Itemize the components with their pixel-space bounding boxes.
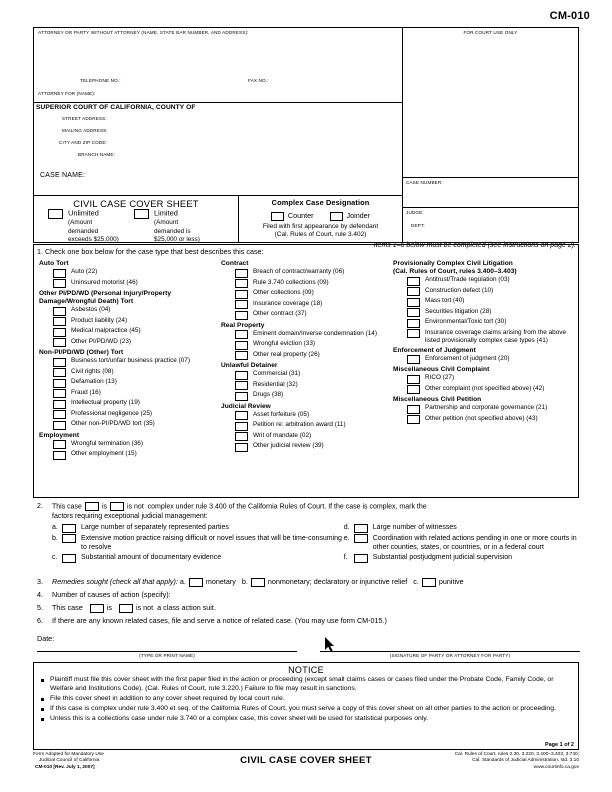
case-type-option[interactable] bbox=[393, 404, 575, 414]
case-type-label: Construction defect (10) bbox=[425, 286, 494, 294]
case-type-checkbox[interactable] bbox=[407, 287, 420, 296]
item3-number: 3. bbox=[37, 577, 43, 586]
case-type-checkbox[interactable] bbox=[235, 300, 248, 309]
case-type-label: Other contract (37) bbox=[253, 310, 307, 318]
case-type-label: Intellectual property (19) bbox=[71, 399, 140, 407]
joinder-label: Joinder bbox=[346, 211, 371, 220]
item3-b-text: nonmonetary; declaratory or injunctive relief bbox=[267, 577, 408, 586]
item5-is-checkbox[interactable] bbox=[90, 604, 104, 613]
item4-text: Number of causes of action (specify): bbox=[52, 590, 171, 599]
item3-row bbox=[37, 576, 582, 588]
case-type-group-heading: Judicial Review bbox=[221, 402, 271, 410]
footer-rules-line1: Cal. Rules of Court, rules 2.30, 3.220, 3.400–3.403, 3.740; bbox=[454, 752, 579, 757]
case-type-checkbox[interactable] bbox=[235, 422, 248, 431]
case-type-label: Insurance coverage (18) bbox=[253, 299, 323, 307]
case-type-checkbox[interactable] bbox=[53, 328, 66, 337]
judge-label: JUDGE: bbox=[406, 210, 424, 215]
case-type-option[interactable] bbox=[393, 308, 575, 318]
case-type-option[interactable] bbox=[393, 318, 575, 328]
footer-rules-line2: Cal. Standards of Judicial Administration, std. 3.10 bbox=[472, 758, 579, 764]
case-type-option[interactable] bbox=[221, 432, 393, 442]
case-type-checkbox[interactable] bbox=[53, 317, 66, 326]
complex-factor-option[interactable] bbox=[344, 534, 582, 553]
complex-factor-letter: c. bbox=[52, 554, 58, 562]
complex-factor-checkbox[interactable] bbox=[354, 534, 368, 543]
case-type-label: Environmental/Toxic tort (30) bbox=[425, 318, 507, 326]
page-count: Page 1 of 2 bbox=[544, 742, 574, 748]
item2-lead-c: factors requiring exceptional judicial management: bbox=[52, 512, 208, 520]
complex-factor-label: Coordination with related actions pending in one or more courts in other counties, states, or countries, or in a federal court bbox=[372, 534, 577, 552]
case-type-option[interactable] bbox=[221, 391, 393, 401]
case-type-option[interactable] bbox=[221, 330, 393, 340]
case-type-option[interactable] bbox=[39, 306, 221, 316]
item3-b-letter: b. bbox=[241, 577, 248, 586]
case-type-group-heading: Non-PI/PD/WD (Other) Tort bbox=[39, 349, 124, 357]
case-type-checkbox[interactable] bbox=[407, 385, 420, 394]
case-type-option[interactable] bbox=[39, 389, 221, 399]
complex-factor-checkbox[interactable] bbox=[62, 524, 76, 533]
item2-isnot-label: is not bbox=[127, 503, 144, 511]
case-type-checkbox[interactable] bbox=[235, 351, 248, 360]
case-type-checkbox[interactable] bbox=[53, 400, 66, 409]
item2-is-label: is bbox=[101, 503, 108, 511]
item3-punitive-checkbox[interactable] bbox=[422, 578, 436, 587]
limited-label: Limited bbox=[154, 208, 178, 218]
case-type-checkbox[interactable] bbox=[53, 451, 66, 460]
case-type-group-subheading: Damage/Wrongful Death) Tort bbox=[39, 298, 134, 306]
counter-label: Counter bbox=[287, 211, 314, 220]
case-type-group-heading: Contract bbox=[221, 260, 249, 267]
case-type-option[interactable] bbox=[393, 415, 575, 425]
notice-bullet: Plaintiff must file this cover sheet with the first paper filed in the action or proceeding (except small claims cases or cases filed under the Probate Code, Family Code, or Welfare and Institutions Code). (Cal. Rules of Court, rule 3.220.) Failure to file may result in sanctions. bbox=[39, 676, 573, 693]
unlimited-option[interactable] bbox=[48, 209, 126, 244]
limited-sub1: (Amount bbox=[154, 219, 179, 227]
case-type-option[interactable] bbox=[221, 300, 393, 310]
attorney-label: ATTORNEY OR PARTY WITHOUT ATTORNEY (NAME, STATE BAR NUMBER, AND ADDRESS): bbox=[38, 30, 249, 35]
case-type-checkbox[interactable] bbox=[235, 371, 248, 380]
case-type-label: Eminent domain/Inverse condemnation (14) bbox=[253, 329, 377, 337]
item3-nonmonetary-checkbox[interactable] bbox=[251, 578, 265, 587]
unlimited-sub1: (Amount bbox=[68, 219, 93, 227]
counter-option[interactable] bbox=[271, 211, 314, 221]
case-type-label: Partnership and corporate governance (21) bbox=[425, 404, 548, 412]
case-type-option[interactable] bbox=[221, 279, 393, 289]
unlimited-label: Unlimited bbox=[68, 208, 99, 218]
complex-title: Complex Case Designation bbox=[271, 198, 370, 207]
item3-a-letter: a. bbox=[179, 577, 186, 586]
case-type-option[interactable] bbox=[39, 399, 221, 409]
items-3-to-6 bbox=[37, 576, 582, 628]
item3-a-text: monetary bbox=[205, 577, 236, 586]
case-type-checkbox[interactable] bbox=[407, 277, 420, 286]
type-name-rule bbox=[37, 651, 297, 652]
item5-row bbox=[37, 602, 582, 614]
case-type-label: Petition re: arbitration award (11) bbox=[253, 421, 346, 429]
case-type-checkbox[interactable] bbox=[53, 440, 66, 449]
case-type-group-heading: Miscellaneous Civil Petition bbox=[393, 396, 482, 404]
branch-name-label: BRANCH NAME: bbox=[78, 152, 116, 157]
complex-factor-label: Substantial amount of documentary evidence bbox=[81, 554, 222, 562]
case-type-option[interactable] bbox=[393, 287, 575, 297]
case-type-label: Breach of contract/warranty (06) bbox=[253, 268, 345, 276]
item2-lead-b: complex under rule 3.400 of the California Rules of Court. If the case is complex, mark the bbox=[147, 503, 427, 511]
civil-case-cover-sheet-cell bbox=[34, 196, 239, 242]
case-type-checkbox[interactable] bbox=[407, 329, 420, 338]
case-type-label: Professional negligence (25) bbox=[71, 409, 152, 417]
item2-is-checkbox[interactable] bbox=[85, 502, 99, 511]
case-type-label: Commercial (31) bbox=[253, 370, 301, 378]
case-type-option[interactable] bbox=[393, 374, 575, 384]
city-zip-label: CITY AND ZIP CODE: bbox=[59, 140, 107, 145]
attorney-box[interactable] bbox=[34, 28, 403, 103]
item5-is-label: is bbox=[106, 603, 112, 612]
case-type-checkbox[interactable] bbox=[53, 269, 66, 278]
item6-text: If there are any known related cases, file and serve a notice of related case. (You may use form CM-015.) bbox=[52, 616, 387, 625]
case-type-group-subheading: (Cal. Rules of Court, rules 3.400–3.403) bbox=[393, 268, 517, 276]
case-type-option[interactable] bbox=[39, 450, 221, 460]
case-type-label: Securities litigation (28) bbox=[425, 307, 492, 315]
item4-row[interactable] bbox=[37, 589, 582, 601]
case-type-option[interactable] bbox=[393, 276, 575, 286]
case-type-checkbox[interactable] bbox=[235, 290, 248, 299]
complex-factor-checkbox[interactable] bbox=[62, 534, 76, 543]
case-type-checkbox[interactable] bbox=[235, 311, 248, 320]
case-type-group-heading: Unlawful Detainer bbox=[221, 362, 278, 370]
case-type-group-heading: Auto Tort bbox=[39, 260, 69, 267]
case-type-column-1 bbox=[39, 258, 221, 461]
footer-website: www.courtinfo.ca.gov bbox=[533, 764, 579, 770]
case-type-label: Drugs (38) bbox=[253, 391, 284, 399]
fax-label: FAX NO.: bbox=[248, 78, 269, 83]
case-type-checkbox[interactable] bbox=[53, 379, 66, 388]
case-type-label: Fraud (16) bbox=[71, 388, 101, 396]
case-type-checkbox[interactable] bbox=[235, 392, 248, 401]
case-type-label: Defamation (13) bbox=[71, 378, 117, 386]
judge-dept-box[interactable] bbox=[403, 208, 578, 242]
case-type-checkbox[interactable] bbox=[407, 405, 420, 414]
case-type-label: Other real property (26) bbox=[253, 350, 320, 358]
notice-bullet-list bbox=[39, 676, 573, 723]
footer-form-title: CIVIL CASE COVER SHEET bbox=[240, 755, 372, 766]
notice-bullet: If this case is complex under rule 3.400 et seq. of the California Rules of Court, you must serve a copy of this cover sheet on all other parties to the action or proceeding. bbox=[39, 705, 573, 714]
case-type-checkbox[interactable] bbox=[235, 443, 248, 452]
complex-note-line1: Filed with first appearance by defendant bbox=[262, 222, 379, 230]
case-type-frame bbox=[33, 244, 579, 498]
case-type-label: Antitrust/Trade regulation (03) bbox=[425, 276, 510, 284]
limited-sub3: $25,000 or less) bbox=[154, 235, 200, 243]
limited-checkbox[interactable] bbox=[134, 209, 149, 219]
signature-rule bbox=[320, 651, 580, 652]
case-type-option[interactable] bbox=[39, 327, 221, 337]
footer-right bbox=[455, 752, 579, 771]
item5-lead: This case bbox=[52, 603, 83, 612]
caption-frame bbox=[33, 27, 579, 249]
dept-label: DEPT: bbox=[411, 223, 425, 228]
case-type-option[interactable] bbox=[393, 355, 575, 365]
item2-complex-factors bbox=[37, 502, 582, 564]
complex-factor-option[interactable] bbox=[344, 553, 582, 563]
case-type-option[interactable] bbox=[39, 440, 221, 450]
case-number-box[interactable] bbox=[403, 178, 578, 208]
case-type-label: Product liability (24) bbox=[71, 316, 128, 324]
limited-option[interactable] bbox=[134, 209, 219, 244]
item2-factor-grid bbox=[37, 523, 582, 563]
case-type-option[interactable] bbox=[393, 385, 575, 395]
case-type-label: Writ of mandate (02) bbox=[253, 431, 312, 439]
case-type-checkbox[interactable] bbox=[235, 330, 248, 339]
case-type-checkbox[interactable] bbox=[235, 269, 248, 278]
case-type-label: Other complaint (not specified above) (42) bbox=[425, 384, 545, 392]
case-type-checkbox[interactable] bbox=[53, 389, 66, 398]
for-court-use-only-box bbox=[403, 28, 578, 178]
case-type-label: RICO (27) bbox=[425, 374, 455, 382]
complex-factor-checkbox[interactable] bbox=[62, 554, 76, 563]
case-type-checkbox[interactable] bbox=[407, 308, 420, 317]
case-type-label: Rule 3.740 collections (09) bbox=[253, 278, 329, 286]
case-type-checkbox[interactable] bbox=[53, 307, 66, 316]
case-type-label: Other PI/PD/WD (23) bbox=[71, 337, 132, 345]
case-type-option[interactable] bbox=[39, 338, 221, 348]
case-type-label: Wrongful eviction (33) bbox=[253, 340, 316, 348]
limited-sub2: demanded is bbox=[154, 227, 191, 235]
case-type-option[interactable] bbox=[39, 317, 221, 327]
item2-isnot-checkbox[interactable] bbox=[110, 502, 124, 511]
case-type-option[interactable] bbox=[221, 421, 393, 431]
attorney-for-label: ATTORNEY FOR (NAME): bbox=[38, 91, 96, 96]
superior-court-box[interactable] bbox=[34, 103, 403, 169]
case-type-label: Auto (22) bbox=[71, 268, 98, 276]
case-type-label: Uninsured motorist (46) bbox=[71, 278, 138, 286]
item2-lead-a: This case bbox=[52, 503, 82, 511]
item5-tail: a class action suit. bbox=[157, 603, 216, 612]
cover-sheet-title: CIVIL CASE COVER SHEET bbox=[73, 198, 199, 209]
complex-factor-letter: d. bbox=[343, 524, 350, 532]
case-type-checkbox[interactable] bbox=[407, 355, 420, 364]
item4-number: 4. bbox=[37, 590, 43, 599]
footer-revision-line: CM-010 [Rev. July 1, 2007] bbox=[35, 764, 95, 770]
case-type-checkbox[interactable] bbox=[407, 319, 420, 328]
case-type-option[interactable] bbox=[221, 351, 393, 361]
case-type-label: Residential (32) bbox=[253, 380, 298, 388]
case-type-label: Asbestos (04) bbox=[71, 306, 111, 314]
case-type-option[interactable] bbox=[221, 268, 393, 278]
signature-of-party-label: (SIGNATURE OF PARTY OR ATTORNEY FOR PARTY) bbox=[389, 653, 511, 658]
notice-bullet: File this cover sheet in addition to any cover sheet required by local court rule. bbox=[39, 695, 573, 704]
items-completion-note: Items 1–6 below must be completed (see instructions on page 2). bbox=[373, 242, 576, 249]
item3-c-letter: c. bbox=[413, 577, 419, 586]
case-type-label: Wrongful termination (36) bbox=[71, 439, 143, 447]
notice-title: NOTICE bbox=[288, 665, 324, 675]
telephone-label: TELEPHONE NO.: bbox=[80, 78, 121, 83]
unlimited-sub2: demanded bbox=[68, 227, 99, 235]
case-type-option[interactable] bbox=[39, 268, 221, 278]
case-type-label: Mass tort (40) bbox=[425, 297, 465, 305]
item2-number: 2. bbox=[37, 503, 43, 510]
case-type-checkbox[interactable] bbox=[53, 358, 66, 367]
joinder-checkbox[interactable] bbox=[330, 212, 343, 221]
footer-adopted-line: Form Adopted for Mandatory Use bbox=[33, 752, 104, 757]
joinder-option[interactable] bbox=[330, 211, 371, 221]
case-type-option[interactable] bbox=[221, 442, 393, 452]
complex-factor-letter: f. bbox=[343, 554, 348, 562]
case-type-checkbox[interactable] bbox=[235, 381, 248, 390]
case-type-column-2 bbox=[221, 258, 393, 453]
case-type-group-heading: Employment bbox=[39, 431, 80, 439]
case-type-checkbox[interactable] bbox=[235, 341, 248, 350]
complex-note-line2: (Cal. Rules of Court, rule 3.402) bbox=[274, 231, 367, 238]
complex-factor-option[interactable] bbox=[52, 523, 344, 533]
case-type-option[interactable] bbox=[221, 370, 393, 380]
complex-factor-letter: a. bbox=[52, 524, 58, 532]
case-type-label: Other judicial review (39) bbox=[253, 442, 324, 450]
case-type-checkbox[interactable] bbox=[407, 375, 420, 384]
complex-factor-letter: b. bbox=[52, 534, 58, 542]
case-type-checkbox[interactable] bbox=[53, 421, 66, 430]
mailing-address-label: MAILING ADDRESS: bbox=[62, 128, 108, 133]
complex-factor-checkbox[interactable] bbox=[354, 524, 368, 533]
case-type-label: Civil rights (08) bbox=[71, 367, 114, 375]
case-type-option[interactable] bbox=[221, 289, 393, 299]
item1-lead: 1. Check one box below for the case type that best describes this case: bbox=[37, 247, 264, 256]
case-name-label: CASE NAME: bbox=[40, 172, 86, 179]
notice-box bbox=[33, 662, 579, 750]
complex-factor-label: Large number of separately represented parties bbox=[81, 524, 229, 532]
case-type-option[interactable] bbox=[393, 297, 575, 307]
complex-factor-label: Substantial postjudgment judicial supervision bbox=[372, 554, 513, 562]
complex-factor-option[interactable] bbox=[52, 534, 344, 553]
complex-factor-checkbox[interactable] bbox=[354, 554, 368, 563]
case-type-label: Other petition (not specified above) (43) bbox=[425, 414, 538, 422]
case-type-label: Insurance coverage claims arising from the above listed provisionally complex case types (41) bbox=[425, 328, 567, 344]
case-type-option[interactable] bbox=[221, 310, 393, 320]
case-type-group-heading: Enforcement of Judgment bbox=[393, 346, 476, 354]
case-type-checkbox[interactable] bbox=[53, 368, 66, 377]
case-type-checkbox[interactable] bbox=[53, 410, 66, 419]
case-type-group-heading: Provisionally Complex Civil Litigation bbox=[393, 260, 513, 267]
complex-factor-letter: e. bbox=[343, 534, 350, 542]
case-type-checkbox[interactable] bbox=[235, 279, 248, 288]
item6-row bbox=[37, 615, 582, 627]
complex-factor-option[interactable] bbox=[344, 523, 582, 533]
case-type-label: Asset forfeiture (05) bbox=[253, 410, 310, 418]
case-type-option[interactable] bbox=[39, 279, 221, 289]
case-type-option[interactable] bbox=[39, 420, 221, 430]
case-type-option[interactable] bbox=[39, 410, 221, 420]
case-type-option[interactable] bbox=[39, 357, 221, 367]
case-type-checkbox[interactable] bbox=[53, 338, 66, 347]
case-type-checkbox[interactable] bbox=[407, 298, 420, 307]
notice-bullet: Unless this is a collections case under rule 3.740 or a complex case, this cover sheet will be used for statistical purposes only. bbox=[39, 715, 573, 724]
case-type-label: Enforcement of judgment (20) bbox=[425, 354, 510, 362]
case-type-checkbox[interactable] bbox=[235, 411, 248, 420]
item3-lead: Remedies sought (check all that apply): bbox=[52, 577, 178, 586]
street-address-label: STREET ADDRESS: bbox=[62, 116, 107, 121]
case-type-group-heading: Other PI/PD/WD (Personal Injury/Property bbox=[39, 290, 172, 298]
unlimited-checkbox[interactable] bbox=[48, 209, 63, 219]
item5-isnot-checkbox[interactable] bbox=[119, 604, 133, 613]
case-type-label: Medical malpractice (45) bbox=[71, 327, 141, 335]
item3-monetary-checkbox[interactable] bbox=[189, 578, 203, 587]
case-type-option[interactable] bbox=[39, 368, 221, 378]
case-type-option[interactable] bbox=[393, 329, 575, 345]
case-type-label: Other collections (09) bbox=[253, 289, 314, 297]
case-type-label: Other non-PI/PD/WD tort (35) bbox=[71, 420, 155, 428]
case-type-option[interactable] bbox=[221, 381, 393, 391]
form-number: CM-010 bbox=[549, 10, 590, 22]
item5-isnot-label: is not bbox=[135, 603, 154, 612]
unlimited-sub3: exceeds $25,000) bbox=[68, 235, 119, 243]
case-type-label: Business tort/unfair business practice (07) bbox=[71, 357, 190, 365]
case-type-checkbox[interactable] bbox=[53, 279, 66, 288]
court-use-label: FOR COURT USE ONLY bbox=[463, 30, 518, 35]
date-field[interactable] bbox=[37, 634, 54, 643]
item6-number: 6. bbox=[37, 616, 43, 625]
case-type-checkbox[interactable] bbox=[407, 415, 420, 424]
case-number-label: CASE NUMBER: bbox=[406, 180, 443, 185]
case-type-column-3 bbox=[393, 258, 575, 425]
case-type-checkbox[interactable] bbox=[235, 432, 248, 441]
item3-c-text: punitive bbox=[438, 577, 464, 586]
complex-factor-option[interactable] bbox=[52, 553, 344, 563]
footer-council-line: Judicial Council of California bbox=[39, 758, 100, 764]
complex-factor-label: Extensive motion practice raising difficult or novel issues that will be time-consuming to resolve bbox=[81, 534, 342, 552]
type-or-print-name-label: (TYPE OR PRINT NAME) bbox=[139, 653, 195, 658]
item5-number: 5. bbox=[37, 603, 43, 612]
complex-factor-label: Large number of witnesses bbox=[372, 524, 457, 532]
case-type-option[interactable] bbox=[39, 378, 221, 388]
complex-case-designation-cell bbox=[239, 196, 403, 242]
case-name-box[interactable] bbox=[34, 169, 403, 196]
case-type-group-heading: Real Property bbox=[221, 321, 265, 329]
case-type-group-heading: Miscellaneous Civil Complaint bbox=[393, 366, 490, 374]
case-type-option[interactable] bbox=[221, 340, 393, 350]
case-type-label: Other employment (15) bbox=[71, 450, 137, 458]
date-label: Date: bbox=[37, 634, 55, 643]
counter-checkbox[interactable] bbox=[271, 212, 284, 221]
superior-court-label: SUPERIOR COURT OF CALIFORNIA, COUNTY OF bbox=[36, 104, 196, 111]
case-type-option[interactable] bbox=[221, 411, 393, 421]
form-footer bbox=[33, 752, 579, 782]
